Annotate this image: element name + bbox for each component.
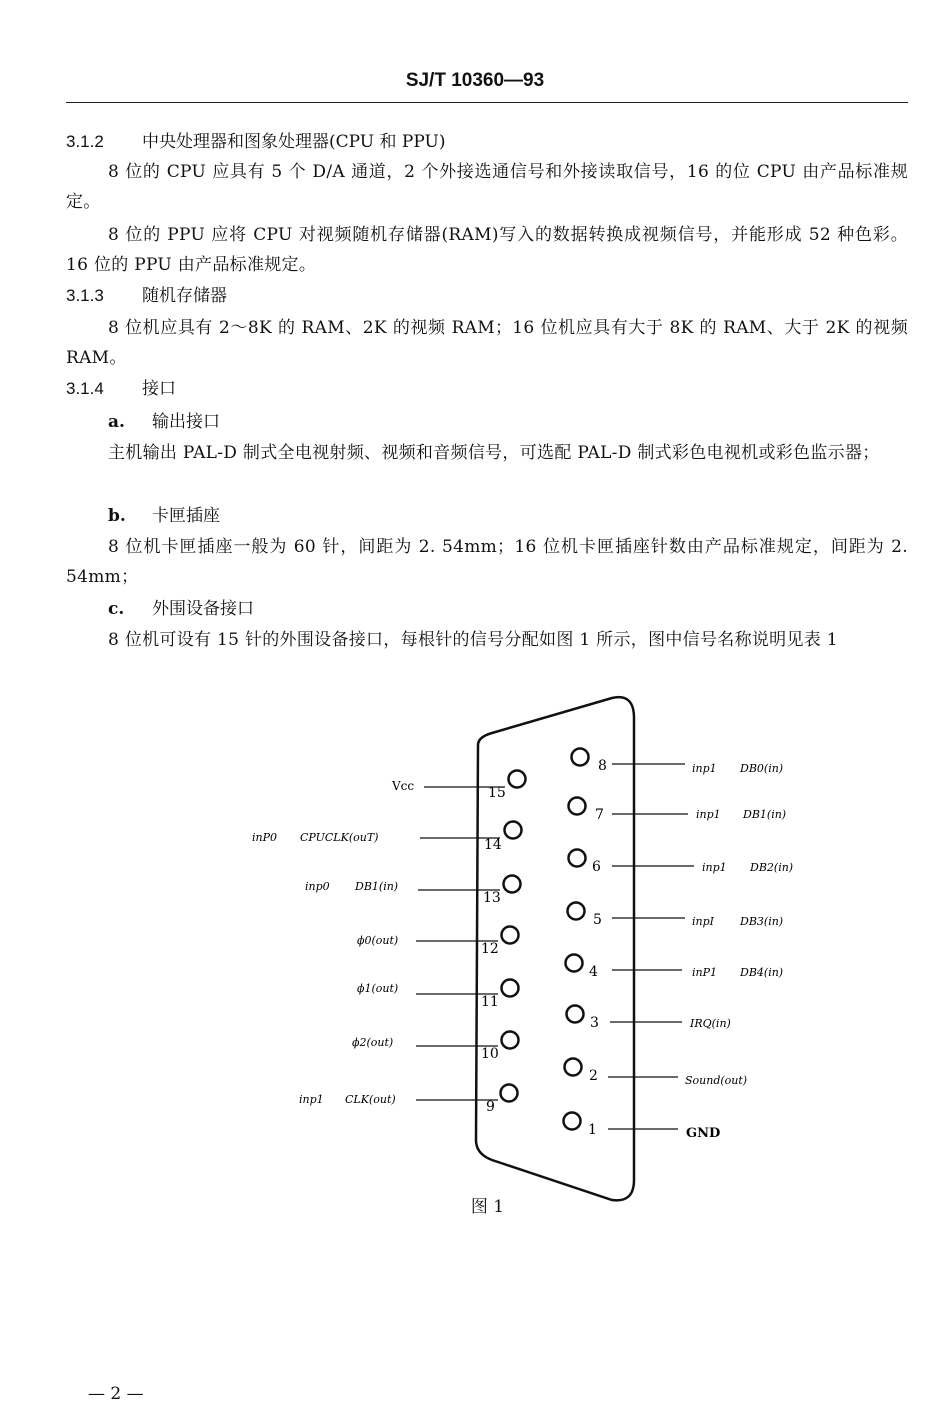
pin-number: 5 (593, 912, 602, 928)
subsection-letter: c. (108, 599, 125, 619)
pin-signal: DB1(in) (355, 880, 399, 893)
section-number: 3.1.4 (66, 379, 104, 398)
section-number: 3.1.2 (66, 132, 104, 151)
pin-7 (569, 798, 787, 824)
paragraph-cartridge-slot: 8 位机卡匣插座一般为 60 针，间距为 2. 54mm；16 位机卡匣插座针数由产品标准规定，间距为 2. 54mm； (66, 537, 908, 587)
pin-number: 1 (588, 1122, 597, 1138)
pin-number: 14 (484, 837, 502, 853)
pin-dir: inp1 (692, 762, 717, 775)
paragraph-ram: 8 位机应具有 2～8K 的 RAM、2K 的视频 RAM；16 位机应具有大于 8K 的 RAM、大于 2K 的视频 RAM。 (66, 318, 908, 368)
pin-number: 7 (595, 807, 604, 823)
subsection-letter: b. (108, 506, 126, 526)
pin-dir: inP0 (252, 831, 278, 844)
pin-3 (567, 1006, 731, 1032)
pin-dir: inp1 (702, 861, 727, 874)
pin-number: 8 (598, 758, 607, 774)
section-title: 随机存储器 (142, 286, 227, 306)
paragraph-cpu: 8 位的 CPU 应具有 5 个 D/A 通道，2 个外接选通信号和外接读取信号，16 的位 CPU 由产品标准规定。 (66, 162, 908, 212)
connector-outline (476, 697, 634, 1200)
paragraph-ppu: 8 位的 PPU 应将 CPU 对视频随机存储器(RAM)写入的数据转换成视频信号，并能形成 52 种色彩。16 位的 PPU 由产品标准规定。 (66, 225, 908, 275)
pin-signal: Sound(out) (685, 1074, 748, 1087)
section-title: 中央处理器和图象处理器(CPU 和 PPU) (142, 132, 446, 152)
pin-9 (299, 1085, 518, 1116)
pin-signal: IRQ(in) (690, 1017, 731, 1030)
pin-signal: Vcc (392, 779, 415, 793)
pin-signal: CLK(out) (345, 1093, 396, 1106)
pin-number: 12 (481, 941, 499, 957)
pin-11 (357, 980, 519, 1011)
pin-number: 6 (592, 859, 601, 875)
pin-dir: inp1 (299, 1093, 324, 1106)
pin-number: 2 (589, 1068, 598, 1084)
pin-number: 3 (590, 1015, 599, 1031)
section-number: 3.1.3 (66, 286, 104, 305)
pin-number: 4 (589, 964, 598, 980)
pin-12 (357, 927, 519, 958)
pin-dir: inP1 (692, 966, 718, 979)
pin-signal: GND (686, 1126, 721, 1141)
subsection-title: 外围设备接口 (152, 599, 254, 619)
pin-signal: DB4(in) (740, 966, 784, 979)
pin-number: 13 (483, 890, 501, 906)
document-code: SJ/T 10360—93 (405, 70, 545, 91)
subsection-letter: a. (108, 412, 125, 432)
pin-signal: DB0(in) (740, 762, 784, 775)
pin-signal: CPUCLK(ouT) (300, 831, 379, 844)
pin-signal: ϕ0(out) (357, 934, 399, 947)
pin-number: 10 (481, 1046, 499, 1062)
pin-8 (572, 749, 784, 776)
page-number: — 2 — (88, 1384, 144, 1404)
pin-4 (566, 955, 784, 981)
pin-signal: ϕ1(out) (357, 982, 399, 995)
figure-caption: 图 1 (470, 1197, 505, 1217)
pin-number: 9 (486, 1099, 495, 1115)
pin-1 (564, 1113, 721, 1142)
pin-13 (305, 876, 521, 907)
subsection-title: 输出接口 (152, 412, 220, 432)
pin-5 (568, 903, 784, 929)
pin-signal: DB2(in) (750, 861, 794, 874)
pin-number: 15 (488, 785, 506, 801)
paragraph-output-interface: 主机输出 PAL-D 制式全电视射频、视频和音频信号，可选配 PAL-D 制式彩色电视机或彩色监示器； (108, 443, 880, 463)
pin-15 (391, 771, 526, 802)
pin-signal: DB1(in) (743, 808, 787, 821)
pin-10 (352, 1032, 519, 1063)
pin-2 (565, 1059, 748, 1088)
pin-signal: DB3(in) (740, 915, 784, 928)
pin-dir: inp1 (696, 808, 721, 821)
pin-signal: ϕ2(out) (352, 1036, 394, 1049)
subsection-title: 卡匣插座 (152, 506, 220, 526)
section-title: 接口 (142, 379, 176, 399)
pin-number: 11 (481, 994, 499, 1010)
pin-dir: inp0 (305, 880, 330, 893)
pin-dir: inpI (692, 915, 714, 928)
paragraph-peripheral-interface: 8 位机可设有 15 针的外围设备接口，每根针的信号分配如图 1 所示，图中信号名称说明见表 1 (108, 630, 838, 650)
pin-6 (569, 850, 794, 876)
pin-14 (252, 822, 522, 854)
